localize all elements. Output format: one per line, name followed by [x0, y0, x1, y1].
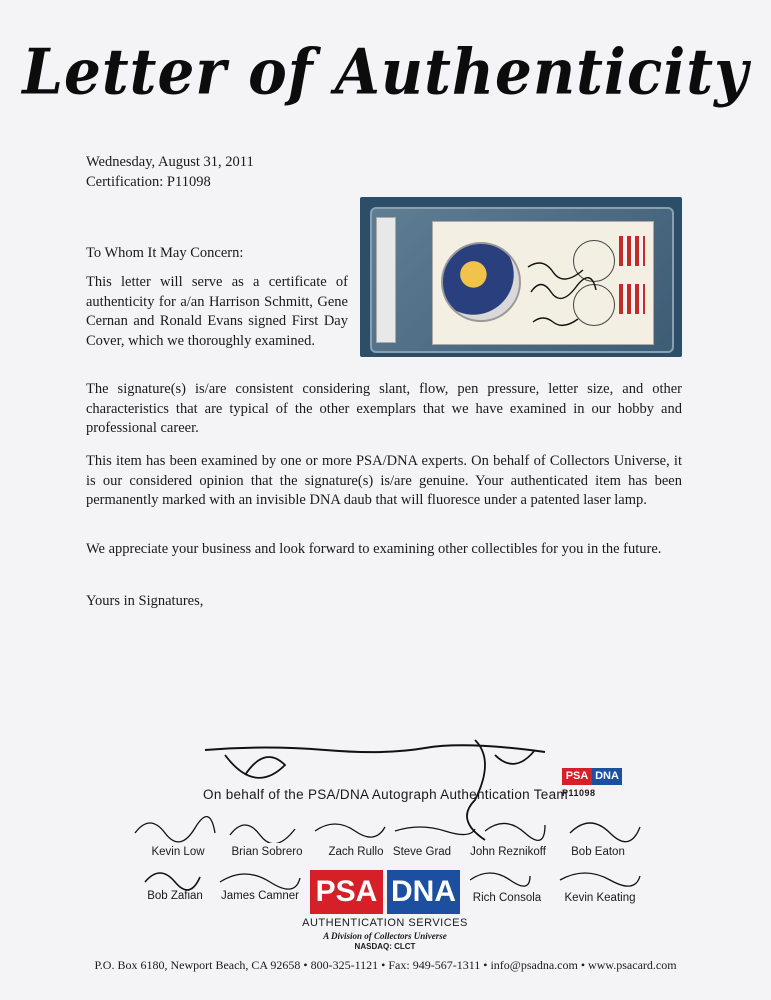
- first-day-cover: [432, 221, 654, 345]
- signer-rich-consola: Rich Consola: [472, 892, 542, 904]
- astronaut-signatures-icon: [523, 252, 603, 332]
- badge-psa: PSA: [562, 768, 592, 785]
- authentication-services: AUTHENTICATION SERVICES: [302, 917, 468, 929]
- closing: Yours in Signatures,: [86, 593, 204, 609]
- signer-bob-eaton: Bob Eaton: [571, 846, 625, 858]
- flag-stamp-icon: [619, 236, 645, 266]
- badge-cert-number: P11098: [562, 788, 596, 798]
- signer-steve-grad: Steve Grad: [392, 846, 452, 858]
- signer-signatures-row1-icon: [130, 813, 650, 843]
- nasdaq-line: NASDAQ: CLCT: [354, 942, 416, 951]
- psa-slab: [370, 207, 674, 353]
- signer-john-reznikoff: John Reznikoff: [470, 846, 546, 858]
- slab-label: [376, 217, 396, 343]
- letter-date: Wednesday, August 31, 2011: [86, 154, 254, 170]
- division-line: A Division of Collectors Universe: [323, 931, 447, 941]
- paragraph-4: We appreciate your business and look forward to examining other collectibles for you in the future.: [86, 541, 662, 557]
- signer-kevin-low: Kevin Low: [151, 846, 205, 858]
- logo-dna: DNA: [387, 870, 460, 914]
- letter-title: Letter of Authenticity: [22, 35, 749, 109]
- team-line: On behalf of the PSA/DNA Autograph Authentication Team: [203, 787, 568, 802]
- psa-dna-logo: [310, 870, 460, 914]
- certification-number: Certification: P11098: [86, 174, 211, 190]
- item-photo: [360, 197, 682, 357]
- letter-meta: [86, 152, 254, 192]
- badge-dna: DNA: [592, 768, 622, 785]
- footer-contact: P.O. Box 6180, Newport Beach, CA 92658 • 800-325-1121 • Fax: 949-567-1311 • info@psadna.com • www.psacard.com: [94, 958, 677, 972]
- signer-brian-sobrero: Brian Sobrero: [231, 846, 303, 858]
- signer-zach-rullo: Zach Rullo: [328, 846, 384, 858]
- psa-dna-badge: [562, 768, 622, 785]
- paragraph-2: The signature(s) is/are consistent considering slant, flow, pen pressure, letter size, and other characteristics that are typical of the other exemplars that we have examined in our hobby and professional career.: [86, 381, 682, 436]
- logo-psa: PSA: [310, 870, 383, 914]
- apollo-patch-icon: [441, 242, 521, 322]
- paragraph-3: This item has been examined by one or more PSA/DNA experts. On behalf of Collectors Universe, it is our considered opinion that the signature(s) is/are genuine. Your authenticated item has been permanently marked with an invisible DNA daub that will fluoresce under a patented laser lamp.: [86, 453, 682, 508]
- paragraph-1: This letter will serve as a certificate of authenticity for a/an Harrison Schmitt, Gene Cernan and Ronald Evans signed First Day Cover, which we thoroughly examined.: [86, 274, 348, 349]
- flag-stamp-icon: [619, 284, 645, 314]
- greeting: To Whom It May Concern:: [86, 245, 244, 261]
- signer-bob-zafian: Bob Zafian: [147, 890, 203, 902]
- signer-kevin-keating: Kevin Keating: [564, 892, 636, 904]
- signer-james-camner: James Camner: [221, 890, 299, 902]
